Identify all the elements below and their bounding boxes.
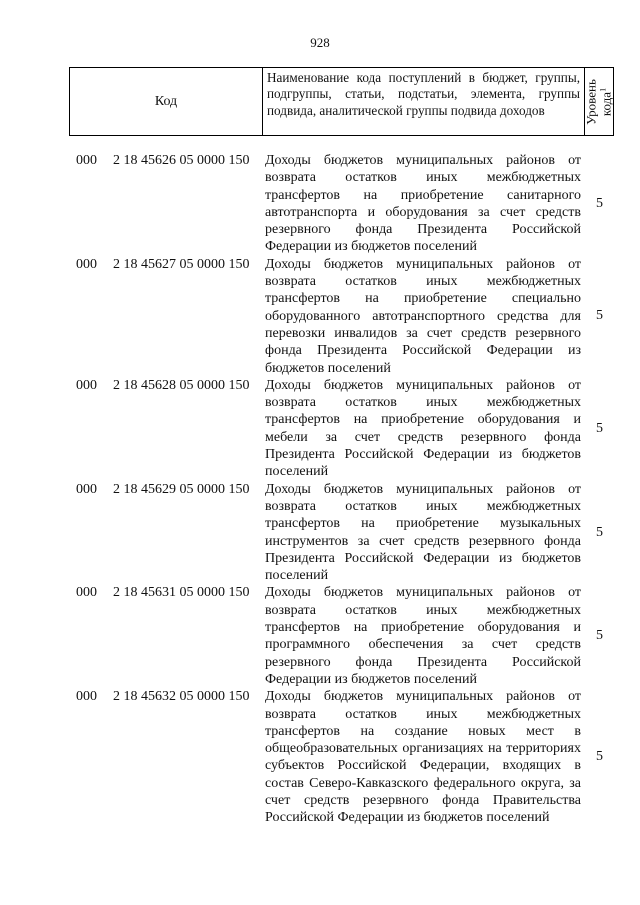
column-header-code: Код: [70, 68, 263, 135]
column-header-name: Наименование кода поступлений в бюджет, группы, подгруппы, статьи, подстатьи, элемента, группы подвида, аналитической группы подвида доходов: [263, 68, 585, 135]
row-level: 5: [596, 524, 603, 540]
row-name: Доходы бюджетов муниципальных районов от возврата остатков иных межбюджетных трансфертов на приобретение музыкальных инструментов за счет средств резервного фонда Президента Российской Федерации из бюджетов поселений: [265, 481, 581, 584]
table-header: [69, 67, 614, 136]
page-number: 928: [310, 35, 330, 50]
row-prefix: 000: [76, 481, 97, 497]
row-level: 5: [596, 308, 603, 324]
row-name: Доходы бюджетов муниципальных районов от возврата остатков иных межбюджетных трансфертов на приобретение оборудования и мебели за счет средств резервного фонда Президента Российской Федерации из бюджетов поселений: [265, 377, 581, 480]
row-level: 5: [596, 195, 603, 211]
table-row: [0, 152, 640, 256]
row-prefix: 000: [76, 153, 97, 168]
row-prefix: 000: [76, 377, 97, 393]
row-code: 2 18 45628 05 0000 150: [113, 377, 250, 393]
level-label-line2: кода: [598, 91, 614, 116]
row-level: 5: [596, 749, 603, 765]
column-header-level: [585, 68, 613, 135]
row-prefix: 000: [76, 585, 97, 601]
row-code: 2 18 45632 05 0000 150: [113, 689, 250, 705]
table-body: [0, 152, 640, 827]
row-code: 2 18 45626 05 0000 150: [113, 153, 250, 168]
level-label-line1: Уровень: [583, 78, 599, 125]
column-header-level-label: [585, 79, 612, 125]
row-name: Доходы бюджетов муниципальных районов от возврата остатков иных межбюджетных трансфертов на приобретение оборудования и программного обеспечения за счет средств резервного фонда Президента Российской Федерации из бюджетов поселений: [265, 585, 581, 687]
level-footnote-mark: 1: [598, 87, 608, 92]
row-level: 5: [596, 628, 603, 644]
table-row: [0, 481, 640, 585]
row-code: 2 18 45631 05 0000 150: [113, 585, 250, 601]
row-code: 2 18 45629 05 0000 150: [113, 481, 250, 497]
row-prefix: 000: [76, 689, 97, 705]
table-row: [0, 377, 640, 481]
row-code: 2 18 45627 05 0000 150: [113, 256, 250, 272]
row-prefix: 000: [76, 256, 97, 272]
row-level: 5: [596, 420, 603, 436]
row-name: Доходы бюджетов муниципальных районов от возврата остатков иных межбюджетных трансфертов на создание новых мест в общеобразовательных организациях на территориях субъектов Российской Федерации, входящих в состав Северо-Кавказского федерального округа, за счет средств резервного фонда Правительства Российской Федерации из бюджетов поселений: [265, 689, 581, 826]
table-row: [0, 584, 640, 688]
row-name: Доходы бюджетов муниципальных районов от возврата остатков иных межбюджетных трансфертов на приобретение санитарного автотранспорта и оборудования за счет средств резервного фонда Президента Российской Федерации из бюджетов поселений: [265, 153, 581, 255]
table-row: [0, 256, 640, 377]
table-row: [0, 688, 640, 826]
row-name: Доходы бюджетов муниципальных районов от возврата остатков иных межбюджетных трансфертов на приобретение специально оборудованного автотранспортного средства для перевозки инвалидов за счет средств резервного фонда Президента Российской Федерации из бюджетов поселений: [265, 256, 581, 376]
